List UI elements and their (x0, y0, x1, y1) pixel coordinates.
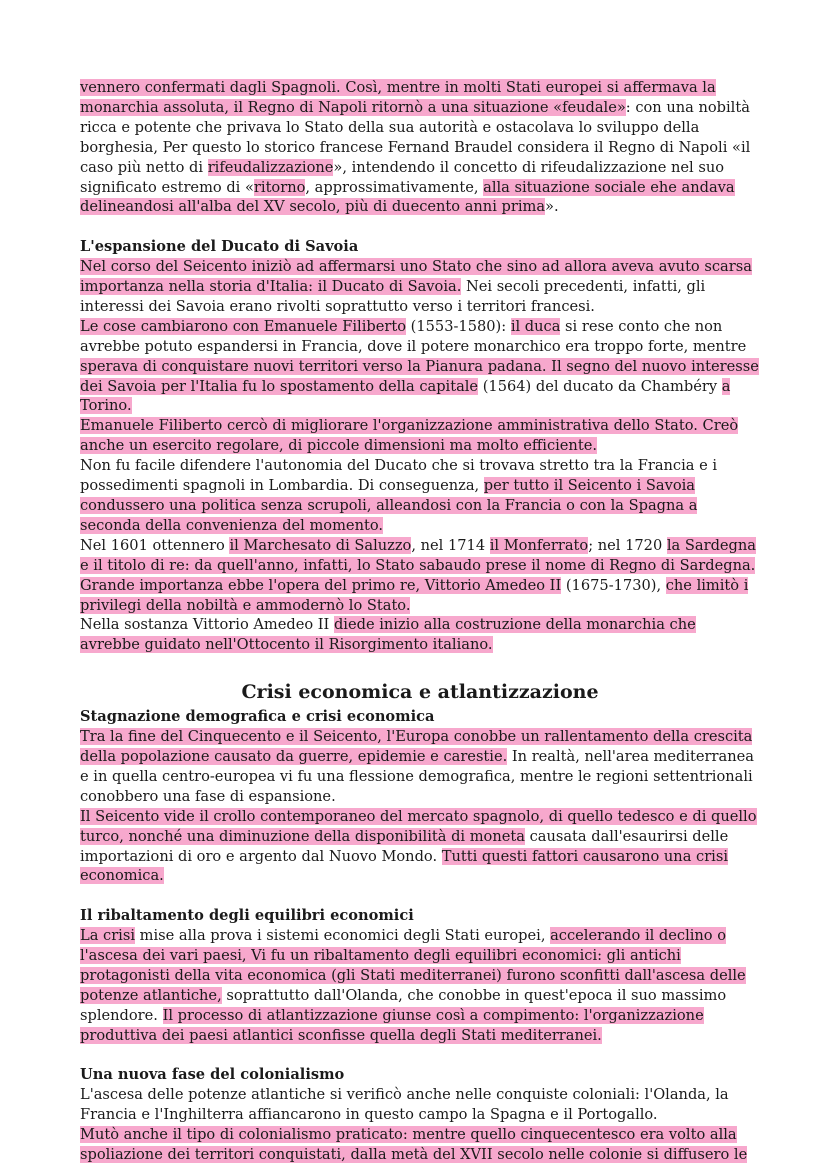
text-segment: Nel 1601 ottennero (80, 536, 230, 554)
text-segment: (1553-1580): (406, 317, 511, 335)
text-segment: (1564) del ducato da Chambéry (478, 377, 722, 395)
highlighted-text: che limitò i privilegi della nobiltà e ammodernò lo Stato. (80, 576, 749, 614)
highlighted-text: sperava di conquistare nuovi territori verso la Pianura padana. Il segno del nuovo interesse dei Savoia per l'Italia fu lo spostamento della capitale (80, 357, 759, 395)
text-segment: mise alla prova i sistemi economici degli Stati europei, (135, 927, 551, 945)
subsection-heading: Stagnazione demografica e crisi economica (80, 708, 435, 726)
highlighted-text: il duca (510, 317, 561, 335)
highlighted-text: Emanuele Filiberto cercò di migliorare l'organizzazione amministrativa dello Stato. Creò anche un esercito regolare, di piccole dimensioni ma molto efficiente. (80, 417, 739, 455)
paragraph (80, 416, 760, 456)
highlighted-text: vennero confermati dagli Spagnoli. Così, mentre in molti Stati europei si affermava la monarchia assoluta, il Regno di Napoli ritornò a una situazione «feudale» (80, 79, 716, 116)
highlighted-text: Mutò anche il tipo di colonialismo praticato: mentre quello cinquecentesco era volto alla spoliazione dei territori conquistati, dalla metà del XVII secolo nelle colonie si diffusero le (80, 1126, 748, 1164)
paragraph (80, 317, 760, 417)
text-segment: Non fu facile difendere l'autonomia del Ducato che si trovava stretto tra la Francia e i possedimenti spagnoli in Lombardia. Di conseguenza, (80, 457, 718, 495)
subsection-heading: Una nuova fase del colonialismo (80, 1066, 345, 1084)
highlighted-text: rifeudalizzazione (207, 158, 334, 176)
text-segment: ; nel 1720 (588, 536, 667, 554)
highlighted-text: a Torino. (80, 377, 731, 415)
paragraph (80, 456, 760, 536)
text-segment: (1675-1730), (561, 576, 666, 594)
highlighted-text: la Sardegna e il titolo di re: da quell'anno, infatti, lo Stato sabaudo prese il nome di Regno di Sardegna. Grande importanza ebbe l'opera del primo re, Vittorio Amedeo II (80, 536, 756, 594)
section-title: Crisi economica e atlantizzazione (241, 681, 599, 704)
highlighted-text: Nel corso del Seicento iniziò ad affermarsi uno Stato che sino ad allora aveva avuto scarsa importanza nella storia d'Italia: il Ducato di Savoia. (80, 258, 752, 296)
paragraph (80, 615, 760, 655)
text-segment: ». (545, 198, 559, 216)
text-segment: », intendendo il concetto di rifeudalizzazione nel suo significato estremo di « (80, 158, 725, 196)
paragraph (80, 727, 760, 807)
text-segment: In realtà, nell'area mediterranea e in quella centro-europea vi fu una flessione demografica, mentre le regioni settentrionali conobbero una fase di espansione. (80, 747, 754, 805)
highlighted-text: il Marchesato di Saluzzo (229, 536, 412, 554)
text-segment: : con una nobiltà ricca e potente che privava lo Stato della sua autorità e ostacolava lo sviluppo della borghesia, Per questo lo storico francese Fernand Braudel considera il Regno di Napoli «il caso più netto di (80, 98, 751, 176)
paragraph-gap (80, 655, 760, 675)
paragraph (80, 536, 760, 616)
paragraph (80, 926, 760, 1045)
highlighted-text: Le cose cambiarono con Emanuele Filiberto (80, 317, 407, 335)
highlighted-text: ritorno (253, 178, 306, 196)
highlighted-text: Il Seicento vide il crollo contemporaneo del mercato spagnolo, di quello tedesco e di quello turco, nonché una diminuzione della disponibilità di moneta (80, 807, 757, 845)
subsection-heading: L'espansione del Ducato di Savoia (80, 238, 359, 256)
paragraph-gap (80, 217, 760, 237)
text-segment: L'ascesa delle potenze atlantiche si verificò anche nelle conquiste coloniali: l'Olanda, la Francia e l'Inghilterra affiancarono in questo campo la Spagna e il Portogallo. (80, 1086, 729, 1124)
text-segment: Nei secoli precedenti, infatti, gli interessi dei Savoia erano rivolti soprattutto verso i territori francesi. (80, 278, 706, 315)
highlighted-text: La crisi (80, 927, 136, 945)
highlighted-text: diede inizio alla costruzione della monarchia che avrebbe guidato nell'Ottocento il Risorgimento italiano. (80, 616, 696, 654)
paragraph (80, 807, 760, 887)
highlighted-text: Tutti questi fattori causarono una crisi economica. (80, 847, 729, 885)
highlighted-text: per tutto il Seicento i Savoia condussero una politica senza scrupoli, alleandosi con la Francia o con la Spagna a seconda della convenienza del momento. (80, 477, 698, 534)
subsection-heading: Il ribaltamento degli equilibri economici (80, 907, 414, 925)
highlighted-text: accelerando il declino o l'ascesa dei vari paesi, Vi fu un ribaltamento degli equilibri economici: gli antichi protagonisti della vita economica (gli Stati mediterranei) furono sconfitti dall'ascesa delle potenze atlantiche, (80, 927, 746, 1004)
paragraph (80, 1085, 760, 1125)
highlighted-text: Tra la fine del Cinquecento e il Seicento, l'Europa conobbe un rallentamento della crescita della popolazione causato da guerre, epidemie e carestie. (80, 728, 753, 765)
text-segment: , approssimativamente, (305, 178, 484, 196)
paragraph-gap (80, 1046, 760, 1066)
highlighted-text: Il processo di atlantizzazione giunse così a compimento: l'organizzazione produttiva dei paesi atlantici sconfisse quella degli Stati mediterranei. (80, 1006, 704, 1044)
paragraph (80, 1125, 760, 1165)
text-segment: causata dall'esaurirsi delle importazioni di oro e argento dal Nuovo Mondo. (80, 827, 729, 865)
text-segment: Nella sostanza Vittorio Amedeo II (80, 616, 334, 634)
text-segment: , nel 1714 (411, 536, 490, 554)
highlighted-text: il Monferrato (489, 536, 589, 554)
paragraph (80, 257, 760, 317)
paragraph (80, 78, 760, 217)
paragraph-gap (80, 886, 760, 906)
text-segment: soprattutto dall'Olanda, che conobbe in quest'epoca il suo massimo splendore. (80, 986, 727, 1024)
document-page (80, 78, 760, 1165)
text-segment: si rese conto che non avrebbe potuto espandersi in Francia, dove il potere monarchico era troppo forte, mentre (80, 317, 747, 355)
highlighted-text: alla situazione sociale ehe andava delineandosi all'alba del XV secolo, più di duecento anni prima (80, 178, 735, 216)
